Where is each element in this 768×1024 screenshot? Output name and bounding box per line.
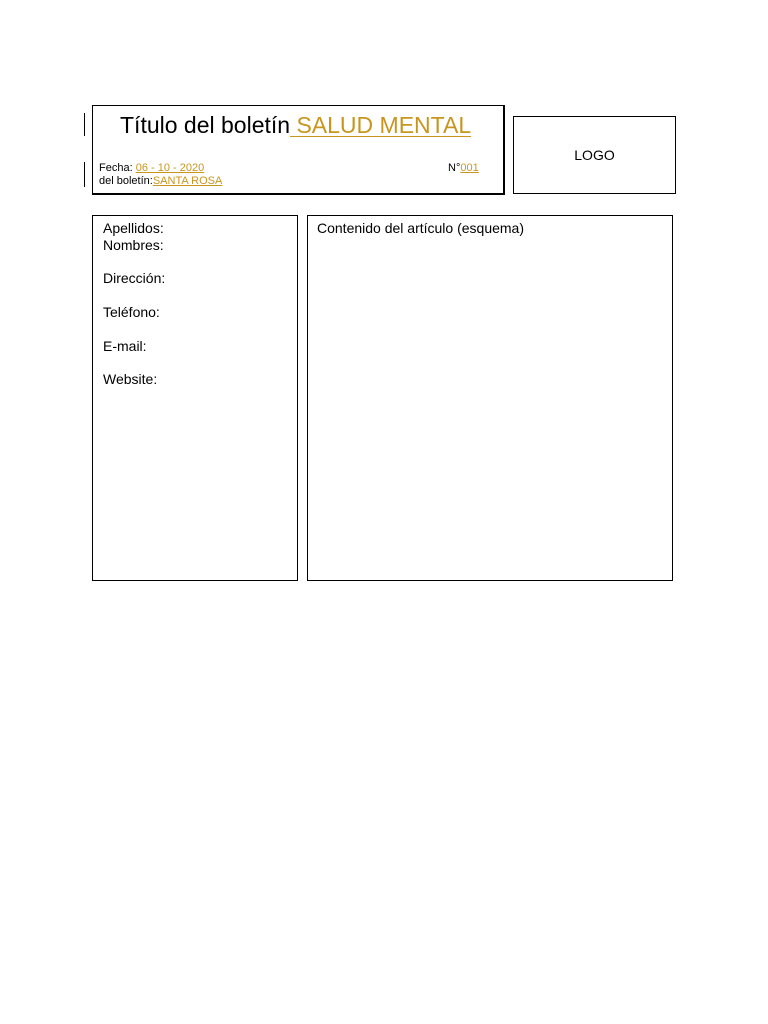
bulletin-header-box [92, 105, 505, 195]
date-value[interactable]: 06 - 10 - 2020 [135, 162, 205, 174]
telefono-label: Teléfono: [103, 304, 160, 320]
nombres-label: Nombres: [103, 237, 164, 253]
bulletin-name-value[interactable]: SANTA ROSA [152, 175, 223, 187]
logo-placeholder [513, 116, 676, 194]
bulletin-name-row [99, 175, 222, 187]
contact-info-box [92, 215, 298, 581]
issue-number-row [448, 162, 479, 174]
bulletin-title-label: Título del boletín [120, 112, 291, 138]
apellidos-label: Apellidos: [103, 220, 164, 236]
direccion-label: Dirección: [103, 270, 166, 286]
bulletin-name-label: del boletín: [99, 175, 153, 187]
date-row [99, 162, 204, 174]
issue-number-value[interactable]: 001 [460, 162, 479, 174]
left-margin-mark-bottom [84, 162, 85, 187]
date-label: Fecha: [99, 162, 133, 174]
issue-number-label: N° [448, 162, 461, 174]
logo-text: LOGO [574, 147, 615, 163]
article-heading: Contenido del artículo (esquema) [317, 220, 525, 236]
website-label: Website: [103, 371, 158, 387]
email-label: E-mail: [103, 338, 147, 354]
bulletin-title [120, 112, 471, 139]
article-content-box [307, 215, 673, 581]
bulletin-title-value[interactable]: SALUD MENTAL [290, 112, 472, 138]
left-margin-mark-top [84, 113, 85, 136]
